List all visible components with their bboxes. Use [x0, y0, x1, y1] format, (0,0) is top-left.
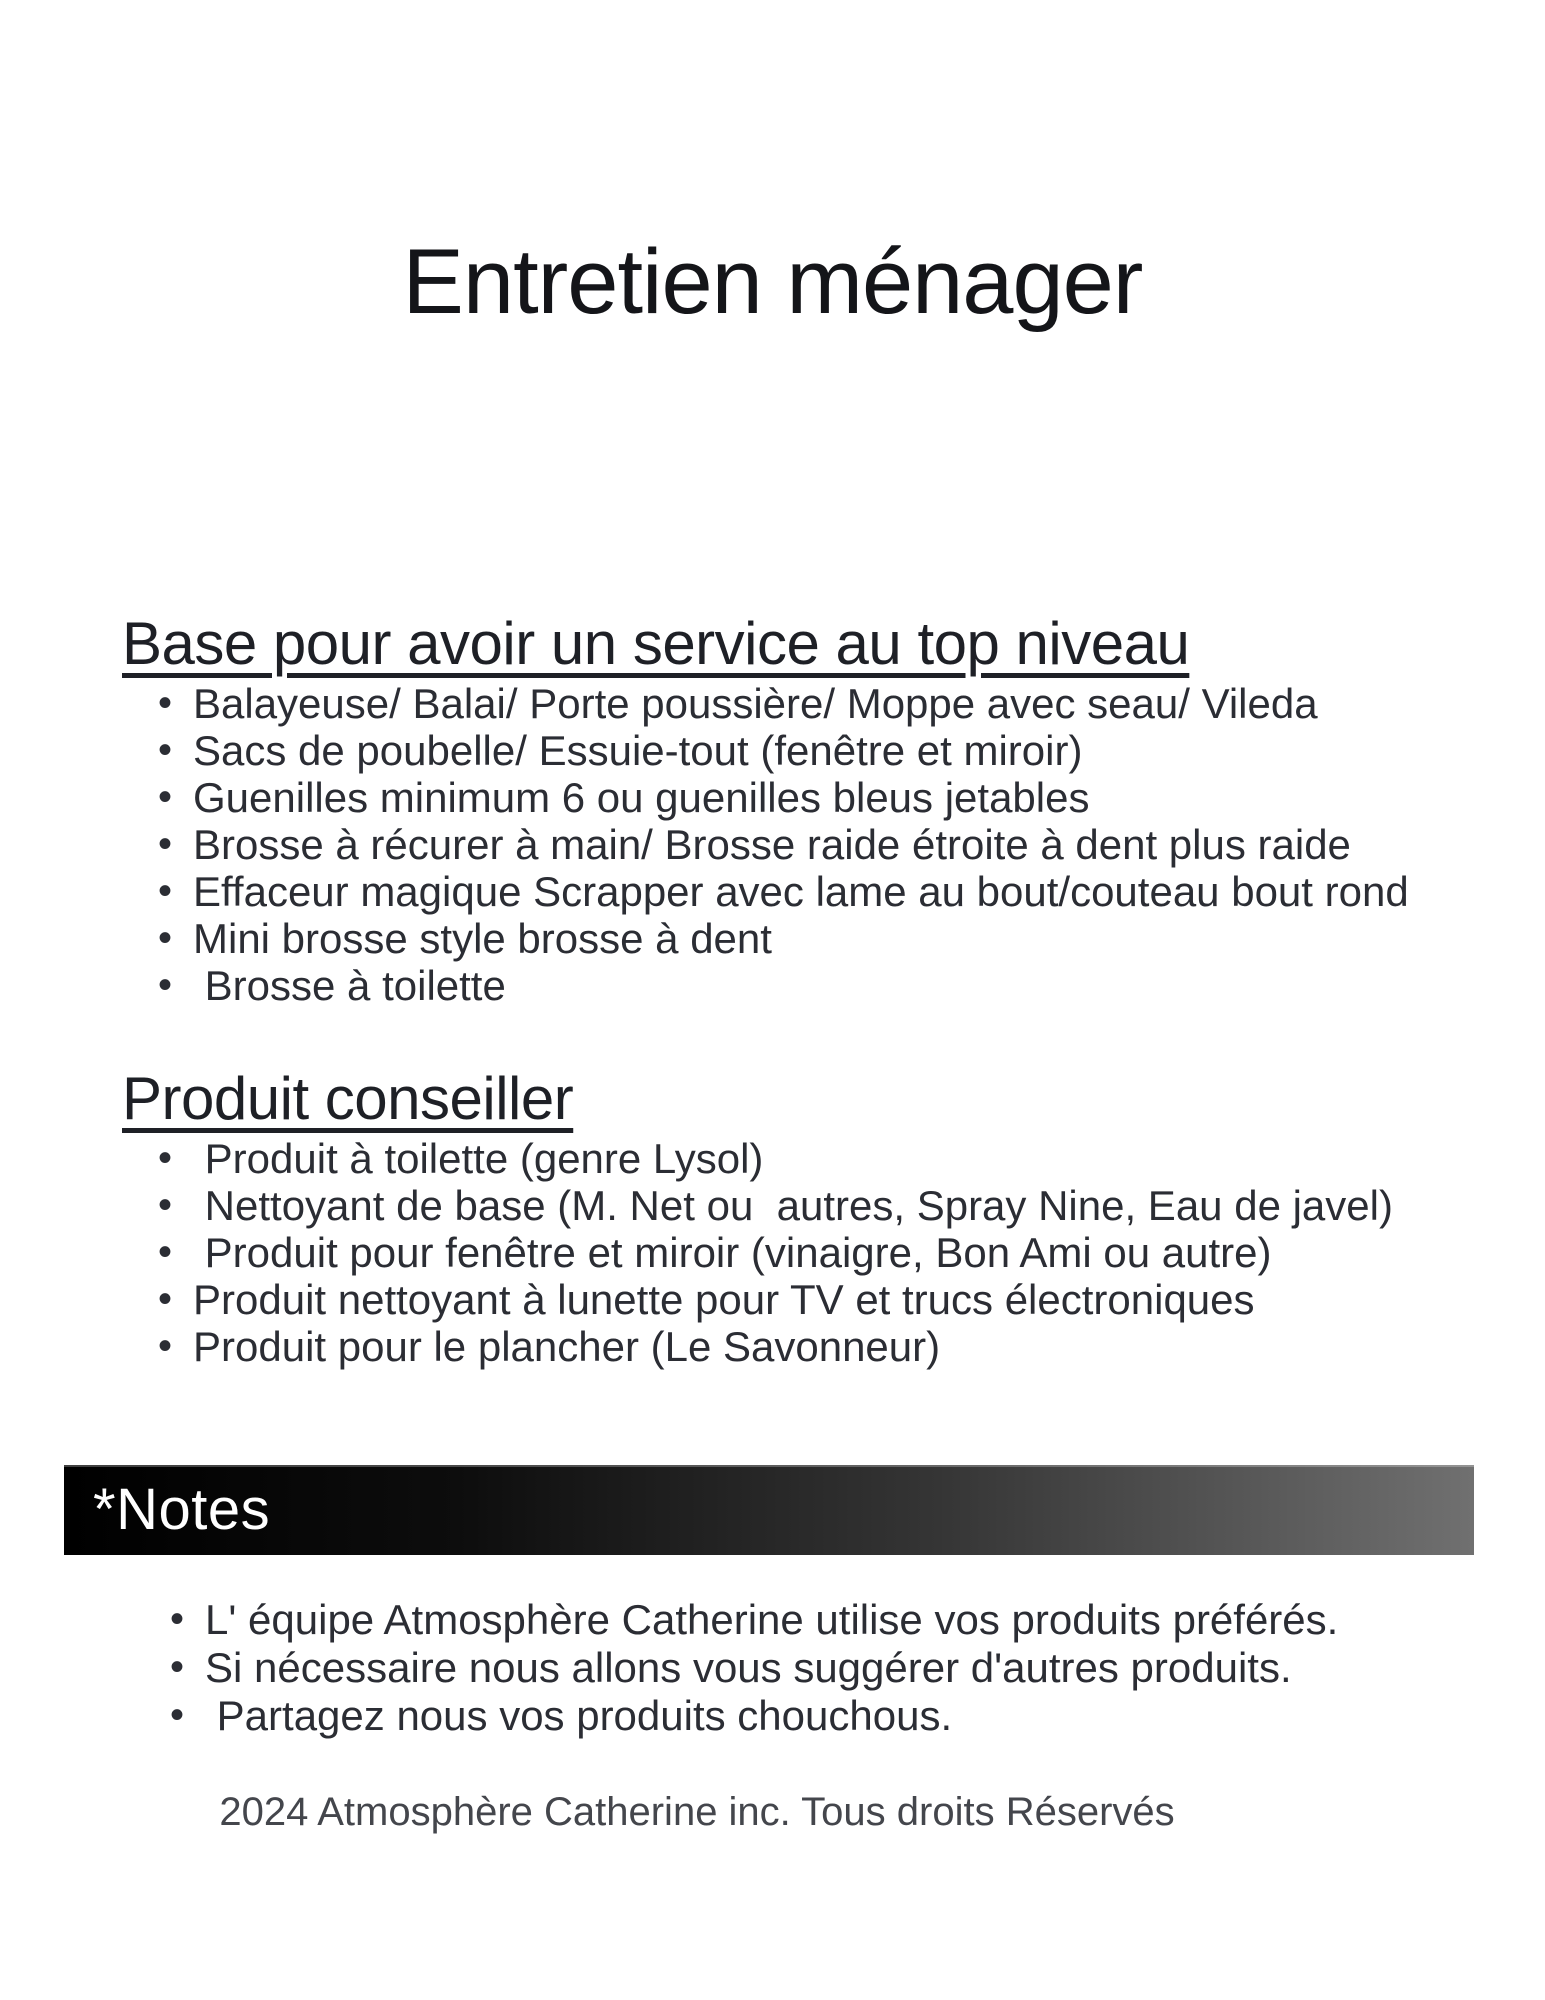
list-item-text: Produit pour le plancher (Le Savonneur)	[193, 1323, 941, 1370]
list-item-text: Produit à toilette (genre Lysol)	[193, 1135, 764, 1182]
notes-banner	[64, 1465, 1474, 1555]
list-item	[158, 1182, 1545, 1229]
page-title: Entretien ménager	[402, 231, 1143, 333]
bullet-icon: •	[158, 681, 173, 725]
list-item-text: Brosse à récurer à main/ Brosse raide étroite à dent plus raide	[193, 821, 1351, 868]
list-item	[158, 1323, 1545, 1370]
list-item	[158, 821, 1545, 868]
produits-items-list	[158, 1135, 1545, 1370]
base-items-list	[158, 680, 1545, 1009]
list-item	[158, 774, 1545, 821]
copyright-footer: 2024 Atmosphère Catherine inc. Tous droits Réservés	[219, 1790, 1175, 1834]
bullet-icon: •	[158, 822, 173, 866]
section-heading-produits: Produit conseiller	[122, 1065, 574, 1132]
section-notes	[0, 1465, 1545, 1740]
list-item-text: Produit pour fenêtre et miroir (vinaigre, Bon Ami ou autre)	[193, 1229, 1272, 1276]
list-item	[158, 1135, 1545, 1182]
list-item-text: Mini brosse style brosse à dent	[193, 915, 772, 962]
list-item	[158, 680, 1545, 727]
list-item	[158, 962, 1545, 1009]
bullet-icon: •	[158, 916, 173, 960]
section-produits	[0, 1063, 1545, 1370]
bullet-icon: •	[170, 1693, 185, 1737]
list-item-text: Nettoyant de base (M. Net ou autres, Spray Nine, Eau de javel)	[193, 1182, 1393, 1229]
bullet-icon: •	[158, 1277, 173, 1321]
bullet-icon: •	[158, 1324, 173, 1368]
list-item-text: Produit nettoyant à lunette pour TV et trucs électroniques	[193, 1276, 1255, 1323]
list-item	[170, 1692, 1545, 1740]
list-item-text: Brosse à toilette	[193, 962, 506, 1009]
section-base	[0, 608, 1545, 1009]
list-item-text: Sacs de poubelle/ Essuie-tout (fenêtre et miroir)	[193, 727, 1083, 774]
list-item	[158, 727, 1545, 774]
bullet-icon: •	[158, 963, 173, 1007]
list-item-text: Si nécessaire nous allons vous suggérer d'autres produits.	[205, 1644, 1292, 1691]
list-item-text: Balayeuse/ Balai/ Porte poussière/ Moppe avec seau/ Vileda	[193, 680, 1318, 727]
bullet-icon: •	[158, 1183, 173, 1227]
list-item	[158, 1229, 1545, 1276]
notes-heading: *Notes	[93, 1477, 271, 1542]
list-item	[170, 1644, 1545, 1692]
bullet-icon: •	[158, 869, 173, 913]
bullet-icon: •	[158, 1136, 173, 1180]
list-item-text: Partagez nous vos produits chouchous.	[205, 1692, 953, 1739]
list-item-text: L' équipe Atmosphère Catherine utilise vos produits préférés.	[205, 1596, 1339, 1643]
bullet-icon: •	[158, 775, 173, 819]
bullet-icon: •	[158, 1230, 173, 1274]
list-item-text: Effaceur magique Scrapper avec lame au bout/couteau bout rond	[193, 868, 1409, 915]
list-item	[158, 868, 1545, 915]
bullet-icon: •	[158, 728, 173, 772]
bullet-icon: •	[170, 1645, 185, 1689]
list-item	[158, 915, 1545, 962]
notes-items-list	[170, 1596, 1545, 1740]
list-item	[170, 1596, 1545, 1644]
section-heading-base: Base pour avoir un service au top niveau	[122, 610, 1190, 677]
list-item	[158, 1276, 1545, 1323]
list-item-text: Guenilles minimum 6 ou guenilles bleus jetables	[193, 774, 1090, 821]
bullet-icon: •	[170, 1597, 185, 1641]
